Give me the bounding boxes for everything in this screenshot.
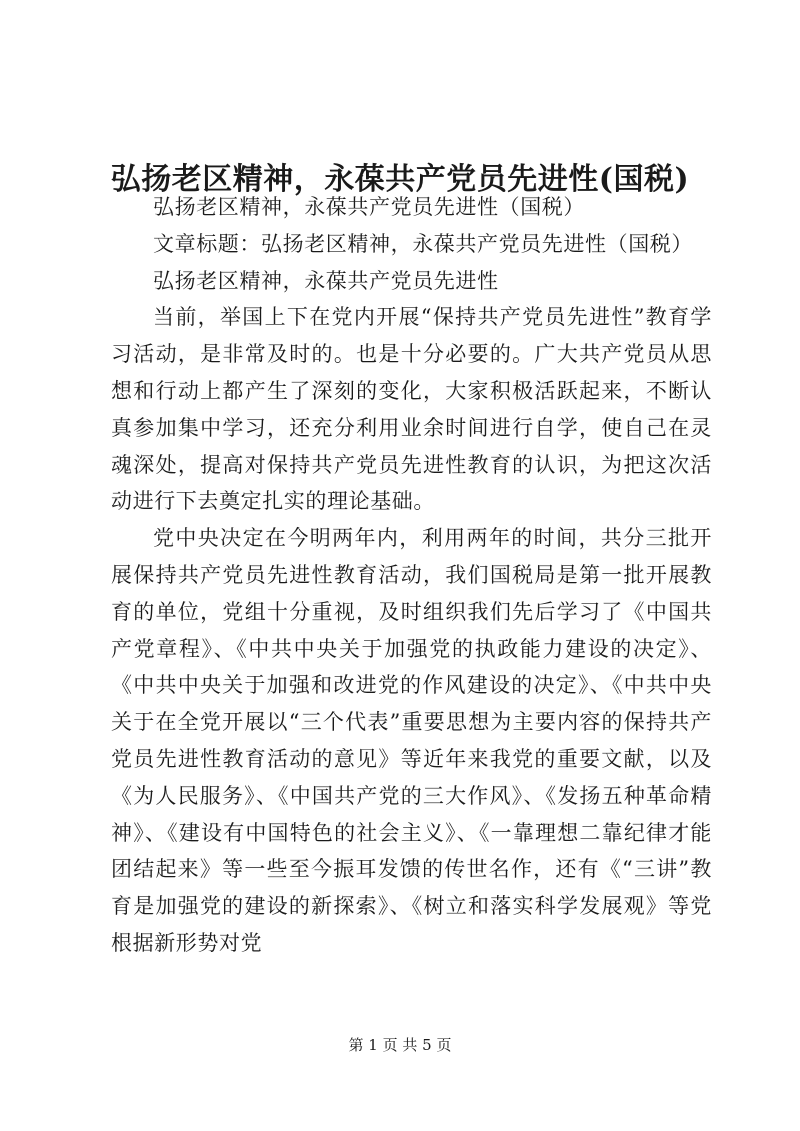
article-title-paragraph: 文章标题：弘扬老区精神，永葆共产党员先进性（国税） <box>153 231 693 256</box>
page-number-footer: 第 1 页 共 5 页 <box>348 1036 452 1054</box>
document-body <box>111 189 712 962</box>
body-paragraph: 当前，举国上下在党内开展“保持共产党员先进性”教育学习活动，是非常及时的。也是十分必要的。广大共产党员从思想和行动上都产生了深刻的变化，大家积极活跃起来，不断认真参加集中学习，还充分利用业余时间进行自学，使自己在灵魂深处，提高对保持共产党员先进性教育的认识，为把这次活动进行下去奠定扎实的理论基础。 <box>111 305 712 514</box>
body-paragraph: 党中央决定在今明两年内，利用两年的时间，共分三批开展保持共产党员先进性教育活动，我们国税局是第一批开展教育的单位，党组十分重视，及时组织我们先后学习了《中国共产党章程》、《中共中央关于加强党的执政能力建设的决定》、《中共中央关于加强和改进党的作风建设的决定》、《中共中央关于在全党开展以“三个代表”重要思想为主要内容的保持共产党员先进性教育活动的意见》等近年来我党的重要文献，以及《为人民服务》、《中国共产党的三大作风》、《发扬五种革命精神》、《建设有中国特色的社会主义》、《一靠理想二靠纪律才能团结起来》等一些至今振耳发馈的传世名作，还有《“三讲”教育是加强党的建设的新探索》、《树立和落实科学发展观》等党根据新形势对党 <box>111 526 712 955</box>
subtitle-paragraph: 弘扬老区精神，永葆共产党员先进性（国税） <box>153 195 585 219</box>
document-title: 弘扬老区精神，永葆共产党员先进性(国税) <box>110 162 690 198</box>
heading-paragraph: 弘扬老区精神，永葆共产党员先进性 <box>153 268 499 293</box>
